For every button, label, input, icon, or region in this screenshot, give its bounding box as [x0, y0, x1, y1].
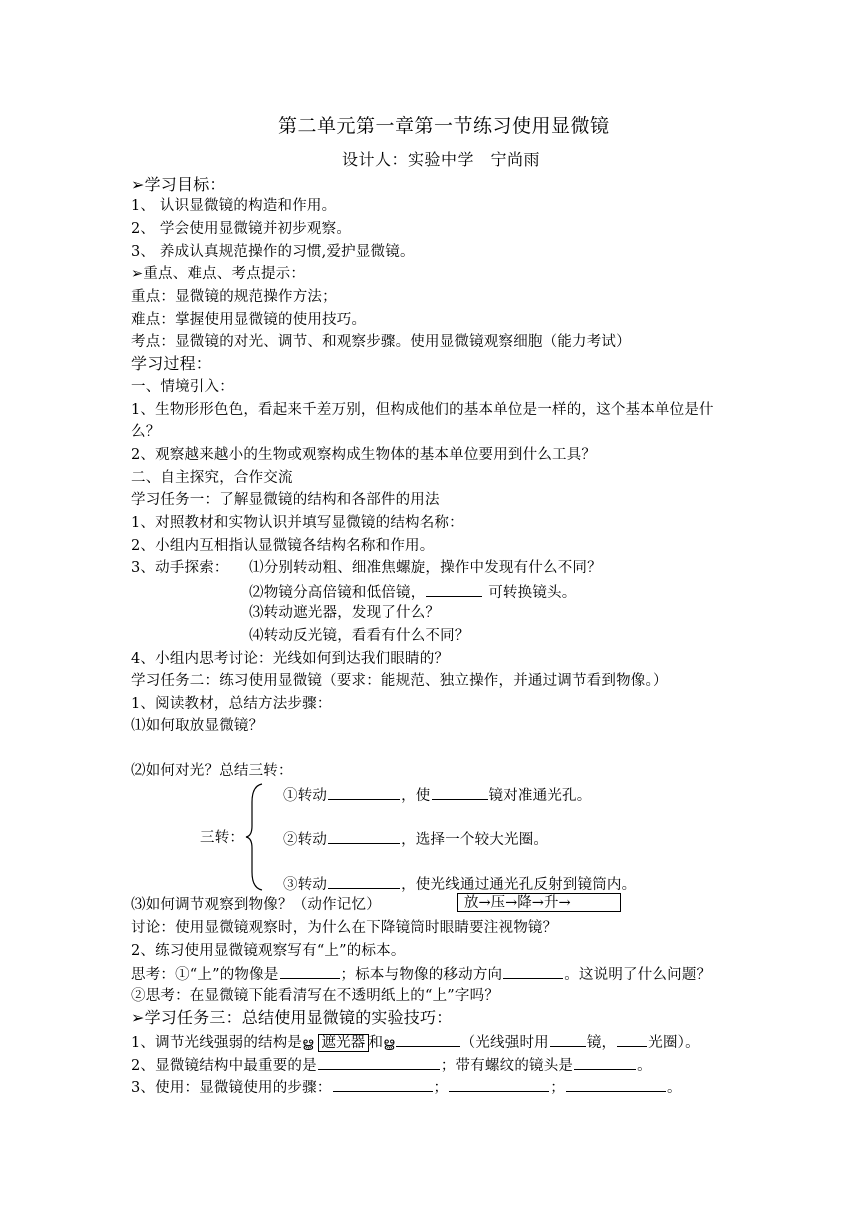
answer-blank[interactable]	[328, 829, 400, 844]
step-2: ⑵如何对光？总结三转：	[131, 763, 293, 779]
step-1: ⑴如何取放显微镜？	[131, 718, 264, 734]
task1-item-4: 4、小组内思考讨论：光线如何到达我们眼睛的？	[131, 651, 450, 667]
explore-4: ⑷转动反光镜，看看有什么不同？	[249, 628, 470, 644]
answer-blank[interactable]	[550, 1032, 586, 1047]
task1-item-2: 2、小组内互相指认显微镜各结构名称和作用。	[131, 538, 435, 554]
explore-1: ⑴分别转动粗、细准焦螺旋，操作中发现有什么不同？	[249, 560, 602, 576]
goal-item: 3、 养成认真规范操作的习惯,爱护显微镜。	[131, 244, 415, 260]
goal-item: 2、 学会使用显微镜并初步观察。	[131, 221, 352, 237]
rotate-1-mid: ，使	[401, 788, 431, 804]
task2-heading: 学习任务二：练习使用显微镜（要求：能规范、独立操作，并通过调节看到物像。）	[131, 673, 668, 689]
action-sequence: 放→压→降→升→	[464, 895, 571, 911]
question-1-cont: 么？	[131, 424, 161, 440]
task3-heading: ➢学习任务三：总结使用显微镜的实验技巧：	[131, 1008, 453, 1027]
discussion: 讨论：使用显微镜观察时，为什么在下降镜筒时眼睛要注视物镜？	[131, 920, 558, 936]
rotate-2	[283, 829, 548, 849]
page-title: 第二单元第一章第一节练习使用显微镜	[278, 115, 610, 137]
think-1-end: 。这说明了什么问题？	[564, 967, 712, 983]
question-2: 2、观察越来越小的生物或观察构成生物体的基本单位要用到什么工具？	[131, 447, 597, 463]
separator: ；	[550, 1080, 565, 1096]
explore-2-text: ⑵物镜分高倍镜和低倍镜，	[249, 585, 426, 601]
task3-mirror: 镜，	[586, 1035, 617, 1051]
rotate-1-text: ①转动	[283, 788, 328, 804]
goals-heading: ➢学习目标：	[131, 175, 226, 194]
process-heading: 学习过程：	[131, 354, 213, 373]
task1-heading: 学习任务一：了解显微镜的结构和各部件的用法	[131, 492, 440, 508]
task1-item-3-label: 3、动手探索：	[131, 560, 229, 576]
answer-blank[interactable]	[449, 1077, 549, 1092]
task3-line-1-text: 1、调节光线强弱的结构是	[131, 1035, 303, 1051]
wave-symbol: ൠ	[302, 1036, 314, 1051]
answer-blank[interactable]	[574, 1055, 636, 1070]
answer-blank[interactable]	[318, 1055, 440, 1070]
brace-icon	[244, 782, 264, 892]
task2-item-2: 2、练习使用显微镜观察写有“上”的标本。	[131, 943, 406, 959]
explore-3: ⑶转动遮光器，发现了什么？	[249, 605, 441, 621]
goal-item: 1、 认识显微镜的构造和作用。	[131, 198, 337, 214]
answer-blank[interactable]	[503, 964, 563, 979]
task3-line-2	[131, 1055, 652, 1075]
designer-line: 设计人：实验中学 宁尚雨	[342, 150, 541, 169]
answer-blank[interactable]	[333, 1077, 433, 1092]
think-2: ②思考：在显微镜下能看清写在不透明纸上的“上”字吗？	[131, 988, 500, 1004]
task3-line-2-text: 2、显微镜结构中最重要的是	[131, 1058, 317, 1074]
task3-line-3-text: 3、使用：显微镜使用的步骤：	[131, 1080, 332, 1096]
rotate-1-end: 镜对准通光孔。	[488, 788, 592, 804]
part1-heading: 一、情境引入：	[131, 379, 234, 395]
answer-blank[interactable]	[280, 964, 340, 979]
explore-2-text-end: 可转换镜头。	[488, 585, 577, 601]
think-1-text: 思考：①“上”的物像是	[131, 967, 279, 983]
keypoints-heading: ➢重点、难点、考点提示：	[131, 266, 306, 282]
rotate-3-text: ③转动	[283, 877, 328, 893]
task2-item-1: 1、阅读教材，总结方法步骤：	[131, 696, 332, 712]
boxed-answer: 遮光器	[318, 1034, 368, 1052]
think-1-mid: ；标本与物像的移动方向	[340, 967, 503, 983]
answer-blank[interactable]	[617, 1032, 647, 1047]
task3-line-2-mid: ；带有螺纹的镜头是	[440, 1058, 574, 1074]
separator: ；	[433, 1080, 449, 1096]
rotate-3-end: ，使光线通过通光孔反射到镜筒内。	[401, 877, 637, 893]
keypoint-zhongdian: 重点：显微镜的规范操作方法；	[131, 289, 337, 305]
explore-2	[249, 582, 576, 602]
answer-blank[interactable]	[328, 874, 400, 889]
wave-symbol: ൠ	[383, 1036, 395, 1051]
task3-line-1	[131, 1032, 700, 1053]
line-end: 。	[666, 1080, 682, 1096]
keypoint-kaodian: 考点：显微镜的对光、调节、和观察步骤。使用显微镜观察细胞（能力考试）	[131, 334, 631, 350]
task3-aperture: 光圈）。	[648, 1035, 700, 1051]
task3-paren: （光线强时用	[460, 1035, 549, 1051]
rotate-2-end: ，选择一个较大光圈。	[401, 832, 549, 848]
part2-heading: 二、自主探究，合作交流	[131, 470, 293, 486]
think-1	[131, 964, 711, 984]
rotate-1	[283, 785, 591, 805]
task1-item-1: 1、对照教材和实物认识并填写显微镜的结构名称：	[131, 515, 464, 531]
question-1: 1、生物形形色色，看起来千差万别，但构成他们的基本单位是一样的，这个基本单位是什	[131, 402, 714, 418]
task3-and: 和	[368, 1035, 384, 1051]
rotate-2-text: ②转动	[283, 832, 328, 848]
answer-blank[interactable]	[426, 582, 482, 597]
rotate-3	[283, 874, 636, 894]
task3-line-2-end: 。	[637, 1058, 652, 1074]
answer-blank[interactable]	[396, 1032, 460, 1047]
answer-blank[interactable]	[328, 785, 400, 800]
answer-blank[interactable]	[432, 785, 488, 800]
answer-blank[interactable]	[566, 1077, 666, 1092]
step-3: ⑶如何调节观察到物像？（动作记忆）	[131, 897, 381, 913]
keypoint-nandian: 难点：掌握使用显微镜的使用技巧。	[131, 312, 367, 328]
task3-line-3	[131, 1077, 682, 1097]
action-sequence-box	[457, 893, 621, 912]
sanzhuan-label: 三转：	[200, 830, 245, 846]
